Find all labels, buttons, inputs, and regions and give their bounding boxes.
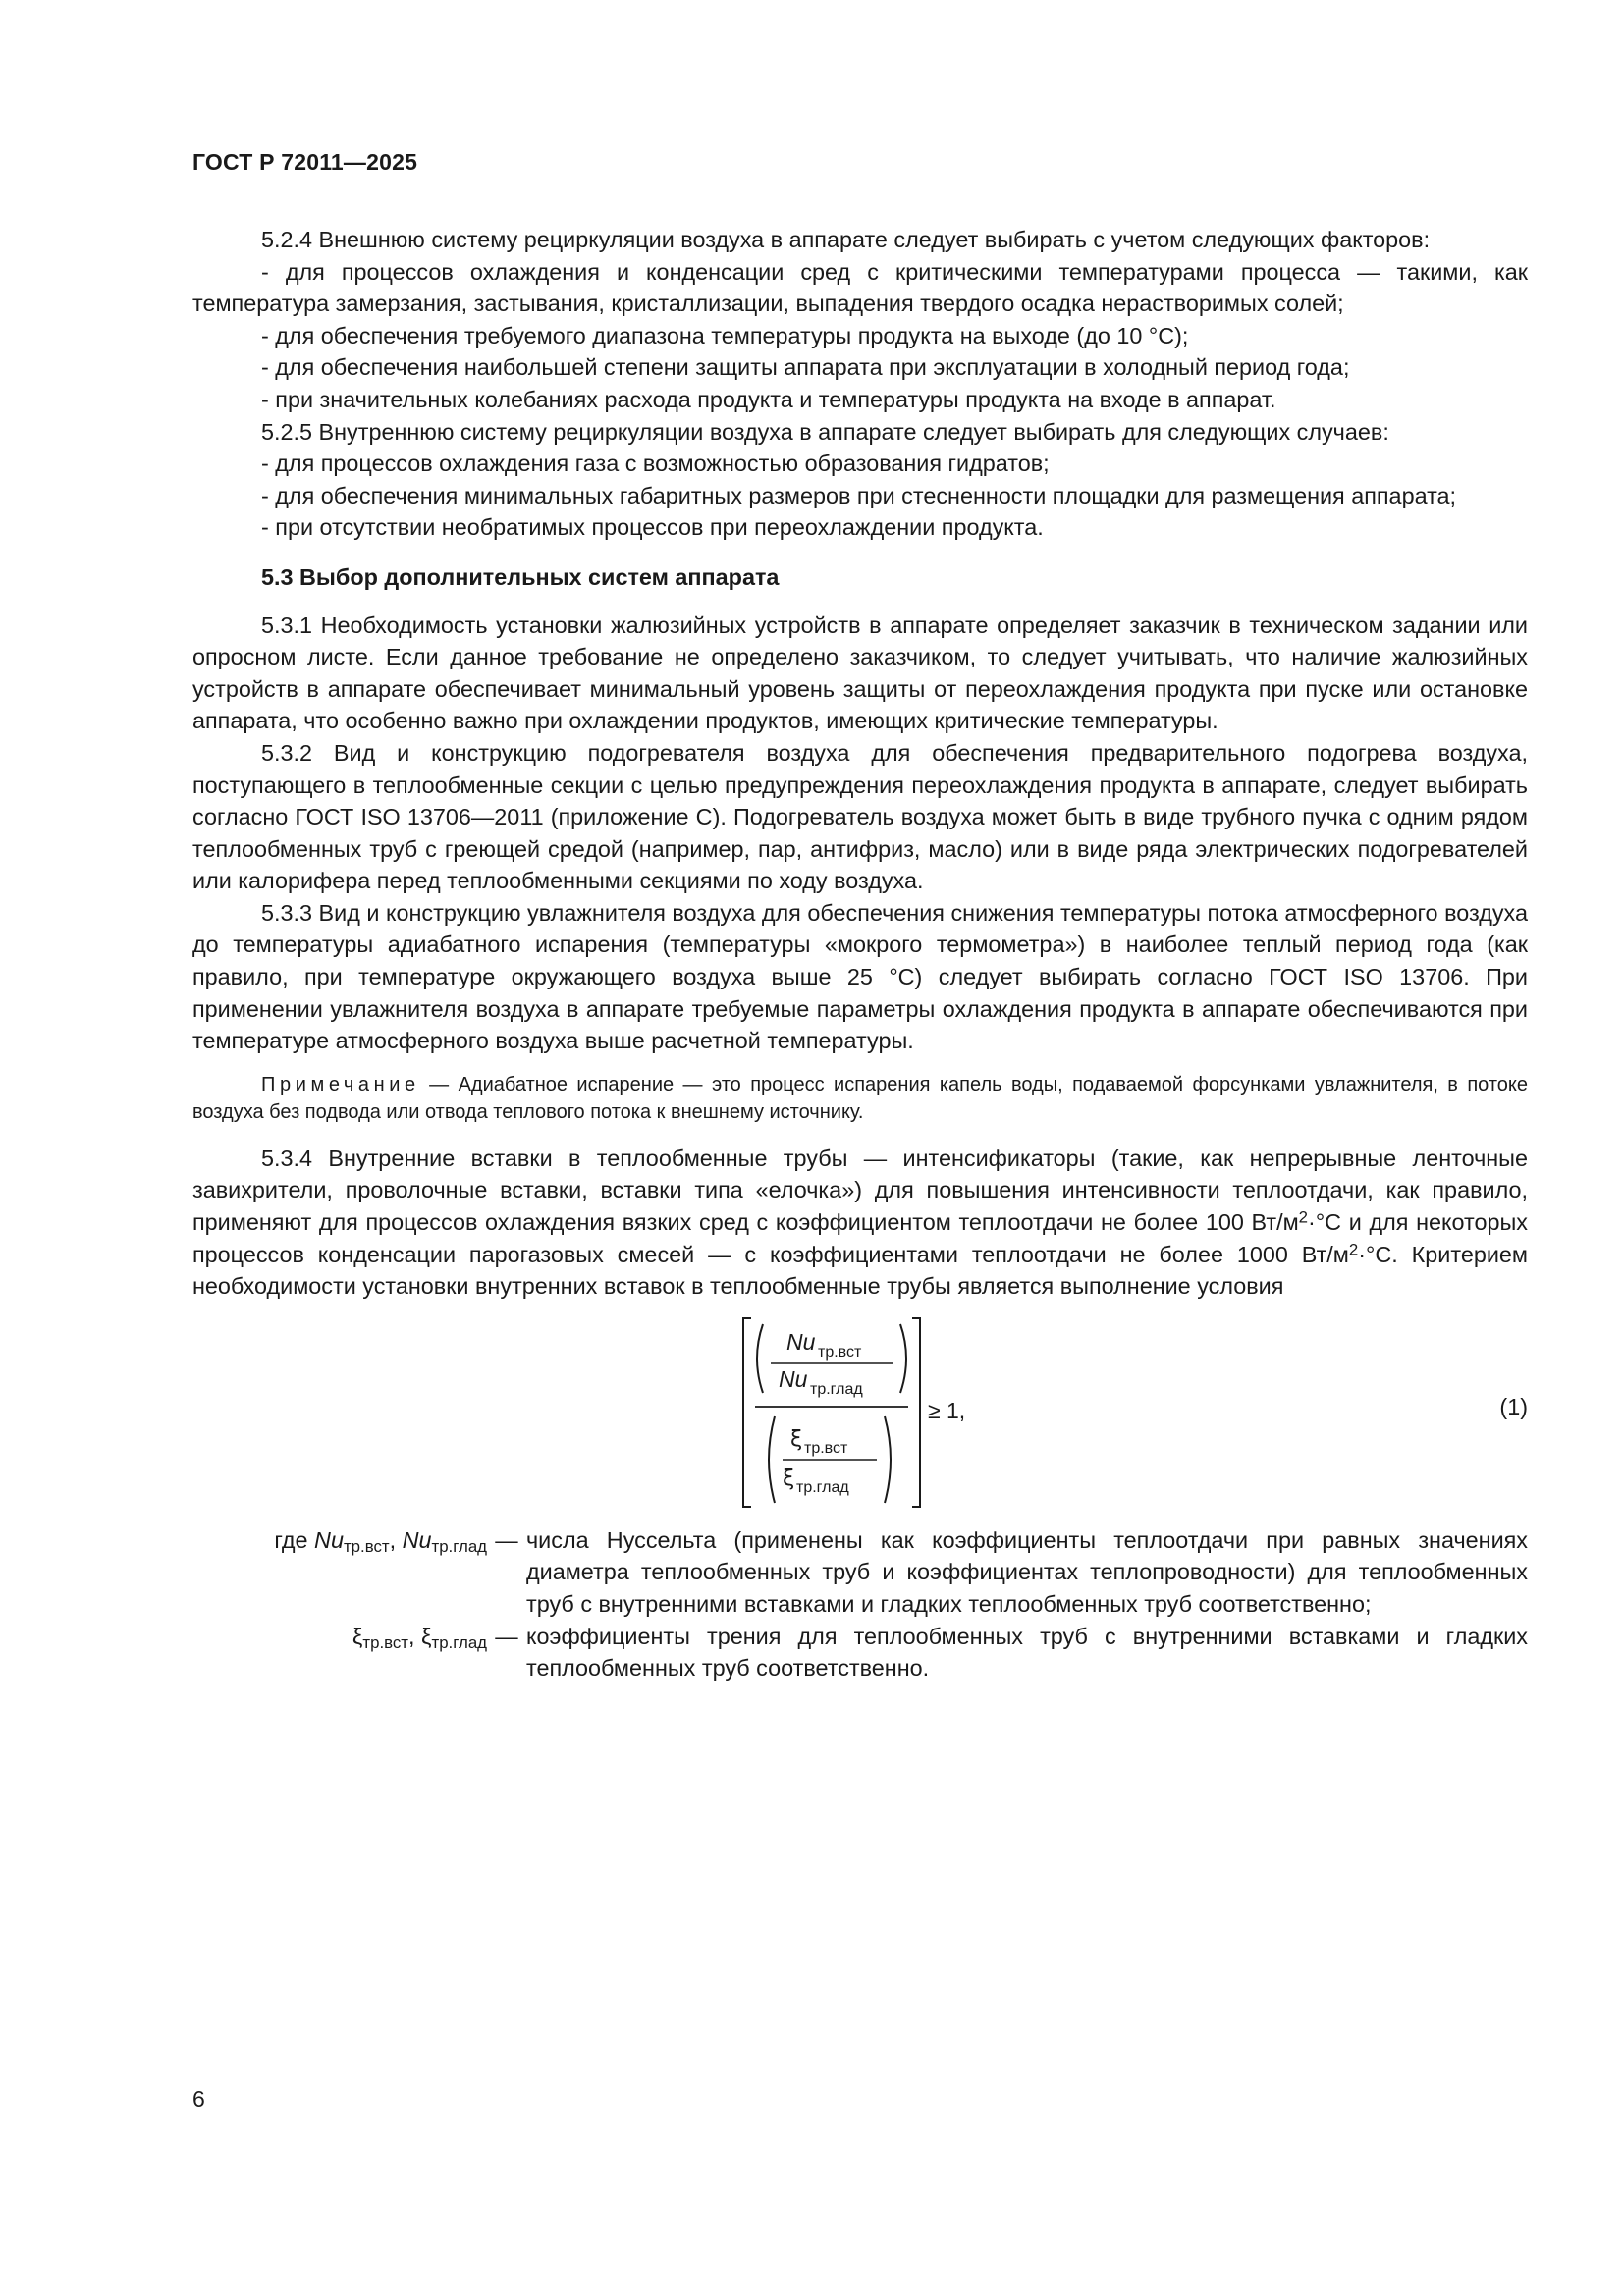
legend-desc-nu: числа Нуссельта (применены как коэффициенты теплоотдачи при равных значениях диаметра теплообменных труб и коэффициентах теплопроводности) для теплообменных труб с внутренними вставками и гладких теплообменных труб соответственно; [526, 1526, 1528, 1617]
left-square-bracket [743, 1318, 751, 1507]
list-item: - для процессов охлаждения и конденсации сред с критическими температурами процесса — такими, как температура замерзания, застывания, кристаллизации, выпадения твердого осадка нерастворимых солей; [192, 258, 1528, 317]
separator: , [389, 1526, 397, 1553]
list-item: - для процессов охлаждения газа с возможностью образования гидратов; [261, 451, 1050, 477]
list-item: - для обеспечения наибольшей степени защиты аппарата при эксплуатации в холодный период года; [261, 354, 1350, 381]
where-label: где [274, 1526, 308, 1553]
subscript: тр.глад [431, 1632, 487, 1652]
superscript: 2 [1298, 1207, 1309, 1227]
note-label: Примечание [261, 1073, 420, 1095]
right-parenthesis-bottom [885, 1416, 891, 1503]
legend-dash: — [495, 1623, 518, 1649]
superscript: 2 [1348, 1240, 1359, 1259]
nu-subscript-glad: тр.глад [810, 1380, 863, 1398]
legend-row-nu [192, 1524, 1528, 1621]
clause-5-2-5: 5.2.5 Внутреннюю систему рециркуляции воздуха в аппарате следует выбирать для следующих случаев: [261, 418, 1389, 445]
subscript: тр.вст [362, 1632, 408, 1652]
legend-dash: — [495, 1526, 518, 1553]
standard-code-header: ГОСТ Р 72011—2025 [192, 149, 418, 175]
formula-legend [192, 1524, 1528, 1684]
right-square-bracket [912, 1318, 920, 1507]
legend-term-nu [192, 1524, 495, 1621]
xi-symbol: ξ [790, 1426, 803, 1452]
nu-subscript-vst: тр.вст [818, 1343, 862, 1361]
note-text: — Адиабатное испарение — это процесс испарения капель воды, подаваемой форсунками увлажнителя, в потоке воздуха без подвода или отвода теплового потока к внешнему источнику. [192, 1073, 1528, 1124]
section-heading-5-3: 5.3 Выбор дополнительных систем аппарата [261, 563, 780, 590]
page-number: 6 [192, 2086, 205, 2111]
subscript: тр.вст [343, 1537, 390, 1557]
clause-5-3-4-text-a: 5.3.4 Внутренние вставки в теплообменные трубы — интенсификаторы (такие, как непрерывные ленточные завихрители, проволочные вставки, вставки типа «елочка») для повышения интенсивности теплоотдачи, как правило, применяют для процессов охлаждения вязких сред с коэффициентом теплоотдачи не более 100 Вт/м [192, 1145, 1528, 1236]
list-item: - при значительных колебаниях расхода продукта и температуры продукта на входе в аппарат. [261, 386, 1276, 412]
xi-symbol: ξ [783, 1466, 795, 1491]
xi-subscript-vst: тр.вст [804, 1439, 848, 1457]
subscript: тр.глад [431, 1537, 487, 1557]
list-item: - для обеспечения требуемого диапазона температуры продукта на выходе (до 10 °С); [261, 322, 1189, 348]
note [192, 1071, 1528, 1127]
nu-symbol: Nu [402, 1526, 432, 1553]
nu-symbol: Nu [314, 1526, 344, 1553]
clause-5-3-4 [192, 1143, 1528, 1303]
separator: , [408, 1623, 415, 1649]
right-parenthesis-top [900, 1324, 906, 1393]
clause-5-2-4: 5.2.4 Внешнюю систему рециркуляции воздуха в аппарате следует выбирать с учетом следующих факторов: [261, 227, 1431, 252]
equation-number: (1) [1499, 1393, 1528, 1419]
legend-row-xi [192, 1621, 1528, 1684]
clause-5-3-4-text-b: ·°С и для некоторых процессов конденсации парогазовых смесей — с коэффициентами теплоотдачи не более 1000 Вт/м [192, 1209, 1529, 1267]
list-item: - при отсутствии необратимых процессов при переохлаждении продукта. [261, 514, 1044, 541]
xi-subscript-glad: тр.глад [796, 1478, 849, 1496]
legend-desc-xi: коэффициенты трения для теплообменных труб с внутренними вставками и гладких теплообменных труб соответственно. [526, 1623, 1528, 1682]
xi-symbol: ξ [352, 1623, 363, 1649]
legend-term-xi [192, 1621, 495, 1684]
list-item: - для обеспечения минимальных габаритных размеров при стесненности площадки для размещения аппарата; [261, 482, 1457, 508]
nu-symbol: Nu [786, 1328, 816, 1355]
clause-5-3-1: 5.3.1 Необходимость установки жалюзийных устройств в аппарате определяет заказчик в техническом задании или опросном листе. Если данное требование не определено заказчиком, то следует учитывать, что наличие жалюзийных устройств в аппарате обеспечивает минимальный уровень защиты от переохлаждения продукта при пуске или остановке аппарата, что особенно важно при охлаждении продуктов, имеющих критические температуры. [192, 612, 1528, 734]
xi-symbol: ξ [421, 1623, 432, 1649]
nu-symbol: Nu [779, 1365, 808, 1392]
document-body [192, 224, 1528, 1684]
clause-5-3-3: 5.3.3 Вид и конструкцию увлажнителя воздуха для обеспечения снижения температуры потока атмосферного воздуха до температуры адиабатного испарения (температуры «мокрого термометра») в наиболее теплый период года (как правило, при температуре окружающего воздуха выше 25 °С) следует выбирать согласно ГОСТ ISO 13706. При применении увлажнителя воздуха в аппарате требуемые параметры охлаждения продукта в аппарате обеспечиваются при температуре атмосферного воздуха выше расчетной температуры. [192, 899, 1528, 1054]
left-parenthesis-top [757, 1324, 763, 1393]
relation-ge-one: ≥ 1, [928, 1397, 966, 1423]
left-parenthesis-bottom [769, 1416, 775, 1503]
formula-graphic [737, 1314, 973, 1511]
clause-5-3-2: 5.3.2 Вид и конструкцию подогревателя воздуха для обеспечения предварительного подогрева воздуха, поступающего в теплообменные секции с целью предупреждения переохлаждения продукта в аппарате, следует выбирать согласно ГОСТ ISO 13706—2011 (приложение С). Подогреватель воздуха может быть в виде трубного пучка с одним рядом теплообменных труб с греющей средой (например, пар, антифриз, масло) или в виде ряда электрических подогревателей или калорифера перед теплообменными секциями по ходу воздуха. [192, 739, 1528, 894]
formula-1 [192, 1314, 1528, 1511]
clause-5-3-4-text-c: ·°С. Критерием необходимости установки внутренних вставок в теплообменные трубы является выполнение условия [192, 1241, 1528, 1300]
